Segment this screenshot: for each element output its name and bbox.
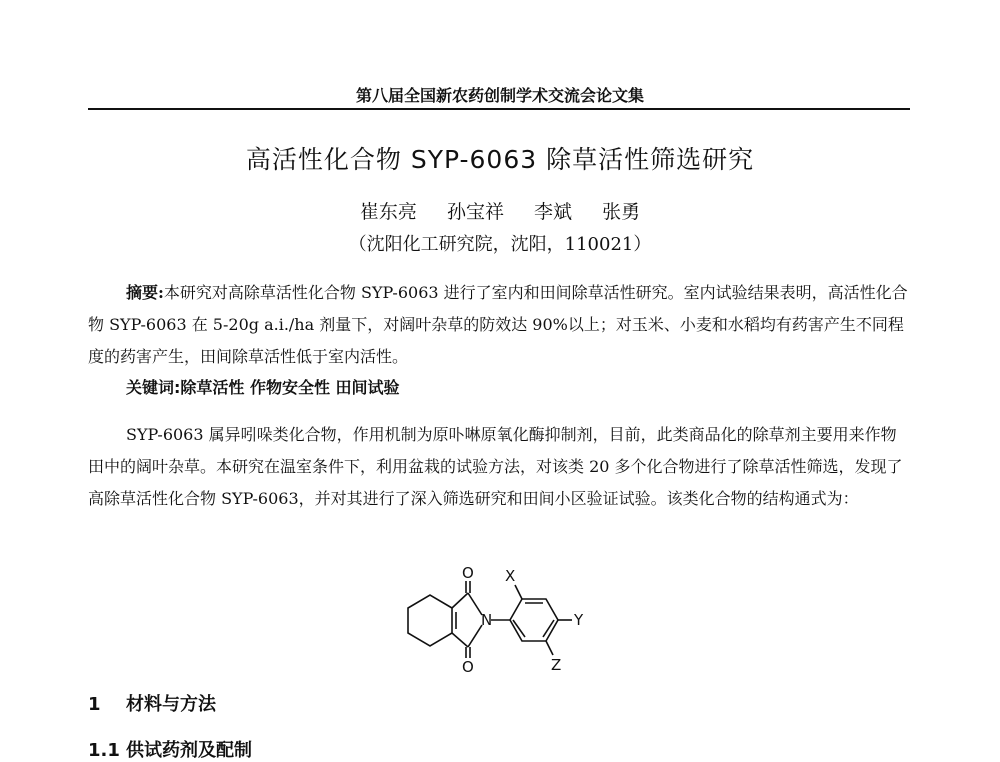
nitrogen-label: N [481, 611, 493, 629]
subsection-heading [88, 736, 252, 762]
section-number: 1.1 [88, 740, 120, 761]
oxygen-label-top: O [462, 564, 474, 582]
section-title: 供试药剂及配制 [126, 740, 252, 761]
keywords-line [126, 375, 400, 398]
keywords-label: 关键词: [126, 378, 181, 397]
abstract-label: 摘要: [126, 283, 164, 302]
abstract-paragraph [88, 277, 912, 373]
section-title: 材料与方法 [126, 694, 216, 715]
author-name: 孙宝祥 [446, 201, 504, 223]
oxygen-label-bottom: O [462, 658, 474, 674]
substituent-z-label: Z [551, 656, 562, 674]
chemical-structure [395, 556, 610, 674]
intro-paragraph: SYP-6063 属异吲哚类化合物，作用机制为原卟啉原氧化酶抑制剂，目前，此类商品化的除草剂主要用来作物田中的阔叶杂草。本研究在温室条件下，利用盆栽的试验方法，对该类 20 多个化合物进行了除草活性筛选，发现了高除草活性化合物 SYP-6063，并对其进行了深入筛选研究和田间小区验证试验。该类化合物的结构通式为： [88, 425, 903, 508]
section-number: 1 [88, 694, 101, 715]
substituent-x-label: X [505, 567, 516, 585]
section-heading [88, 690, 216, 716]
author-name: 崔东亮 [359, 201, 417, 223]
author-name: 张勇 [602, 201, 641, 223]
author-name: 李斌 [534, 201, 573, 223]
author-list [0, 197, 1000, 224]
affiliation: （沈阳化工研究院，沈阳，110021） [348, 234, 652, 255]
header-rule [88, 108, 910, 110]
abstract-text: 本研究对高除草活性化合物 SYP-6063 进行了室内和田间除草活性研究。室内试验结果表明，高活性化合物 SYP-6063 在 5-20g a.i./ha 剂量下，对阔叶杂草的防效达 90%以上；对玉米、小麦和水稻均有药害产生不同程度的药害产生，田间除草活性低于室内活性。 [88, 283, 908, 366]
paper-title: 高活性化合物 SYP-6063 除草活性筛选研究 [245, 145, 755, 174]
keywords-text: 除草活性 作物安全性 田间试验 [180, 378, 400, 397]
proceedings-header: 第八届全国新农药创制学术交流会论文集 [355, 86, 644, 105]
substituent-y-label: Y [574, 611, 584, 629]
